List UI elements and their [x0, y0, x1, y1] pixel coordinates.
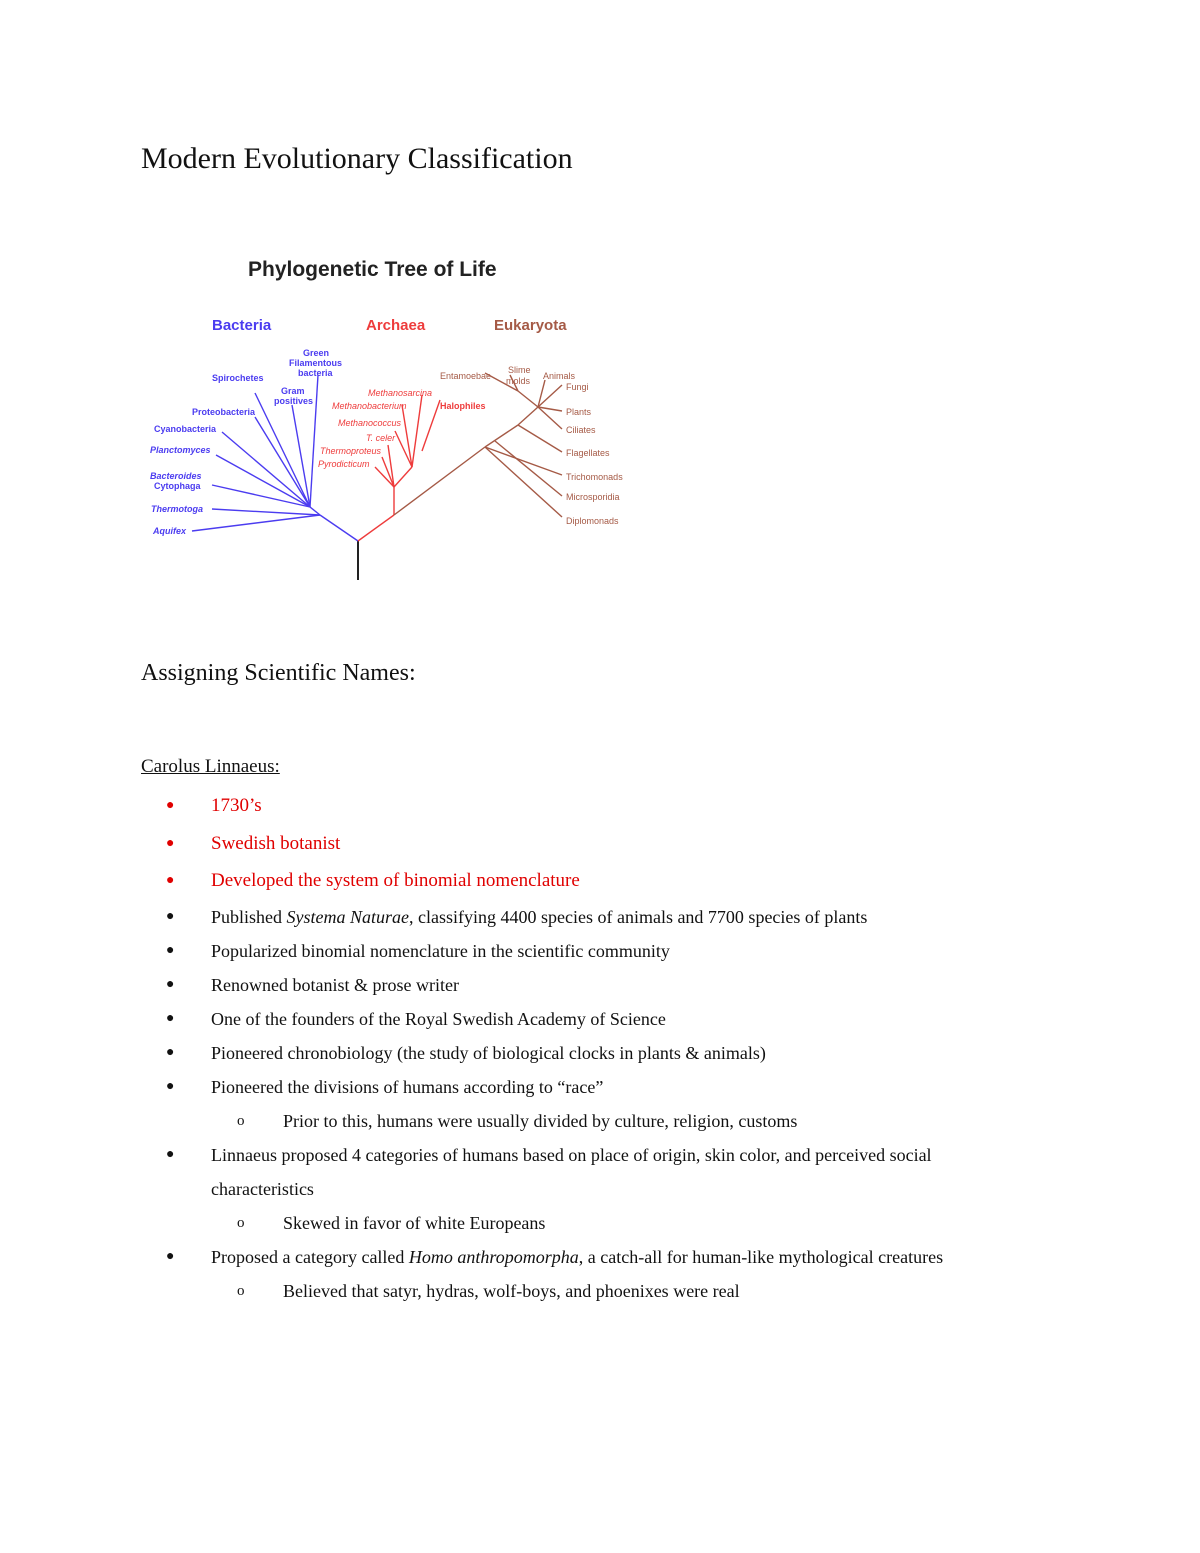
bullet-marker: ● [166, 942, 175, 958]
label-animals: Animals [543, 371, 576, 381]
label-entamoebae: Entamoebae [440, 371, 492, 381]
list-item [0, 1002, 1041, 1036]
bullet-marker: ● [166, 976, 175, 992]
label-gram-positives-1: Gram [281, 386, 305, 396]
item-text: Renowned botanist & prose writer [211, 974, 459, 995]
item-text-line2: characteristics [211, 1178, 314, 1199]
list-item [0, 825, 1041, 863]
item-text: One of the founders of the Royal Swedish Academy of Science [211, 1008, 666, 1029]
label-aquifex: Aquifex [153, 526, 187, 536]
item-text-italic: Systema Naturae [286, 906, 409, 927]
domain-eukaryota: Eukaryota [494, 317, 567, 334]
item-text-line1: Linnaeus proposed 4 categories of humans based on place of origin, skin color, and perceived social [211, 1144, 932, 1165]
label-halophiles: Halophiles [440, 401, 486, 411]
linnaeus-bullet-list [0, 787, 1200, 1308]
bullet-marker: ● [166, 1010, 175, 1026]
label-green-filamentous-2: Filamentous [289, 358, 343, 368]
label-plants: Plants [566, 407, 592, 417]
item-text: 1730’s [211, 795, 262, 816]
list-item [0, 1036, 1041, 1070]
item-text: Pioneered the divisions of humans according to “race” [211, 1076, 604, 1097]
item-text: Believed that satyr, hydras, wolf-boys, and phoenixes were real [283, 1280, 740, 1301]
label-fungi: Fungi [566, 382, 589, 392]
label-thermoproteus: Thermoproteus [320, 446, 382, 456]
item-text: Swedish botanist [211, 832, 341, 854]
list-item [0, 1240, 1041, 1274]
label-ciliates: Ciliates [566, 425, 596, 435]
label-thermotoga: Thermotoga [151, 504, 204, 514]
label-spirochetes: Spirochetes [212, 373, 264, 383]
subheading-linnaeus: Carolus Linnaeus: [141, 756, 280, 777]
list-item [0, 1138, 1041, 1206]
label-proteobacteria: Proteobacteria [192, 407, 256, 417]
domain-bacteria: Bacteria [212, 317, 272, 334]
label-gram-positives-2: positives [274, 396, 314, 406]
page-title: Modern Evolutionary Classification [141, 142, 573, 175]
label-cytophaga: Cytophaga [154, 481, 201, 491]
label-pyrodicticum: Pyrodicticum [318, 459, 370, 469]
label-green-filamentous-3: bacteria [298, 368, 333, 378]
bullet-marker: ● [166, 1078, 175, 1094]
sub-bullet-marker: o [237, 1282, 245, 1299]
bullet-marker: ● [166, 873, 175, 888]
item-text: Pioneered chronobiology (the study of biological clocks in plants & animals) [211, 1042, 766, 1063]
sub-list-item [0, 1206, 1200, 1240]
item-text-pre: Published [211, 906, 287, 927]
bullet-marker: ● [166, 1146, 175, 1162]
item-text-pre: Proposed a category called [211, 1246, 409, 1267]
list-item [0, 787, 1041, 825]
figure-title: Phylogenetic Tree of Life [248, 258, 497, 281]
bullet-marker: ● [166, 908, 175, 924]
item-text-italic: Homo anthropomorpha [408, 1246, 579, 1267]
section-heading: Assigning Scientific Names: [141, 660, 416, 686]
label-cyanobacteria: Cyanobacteria [154, 424, 217, 434]
list-item [0, 900, 1041, 934]
label-trichomonads: Trichomonads [566, 472, 623, 482]
label-planctomyces: Planctomyces [150, 445, 211, 455]
bullet-marker: ● [166, 835, 175, 851]
sub-list-item [0, 1104, 1200, 1138]
sub-bullet-marker: o [237, 1214, 245, 1231]
item-text-post: , a catch-all for human-like mythological creatures [578, 1246, 944, 1267]
list-item [0, 968, 1041, 1002]
bullet-marker: ● [166, 798, 175, 813]
label-methanococcus: Methanococcus [338, 418, 402, 428]
label-methanobacterium: Methanobacterium [332, 401, 407, 411]
item-text: Prior to this, humans were usually divided by culture, religion, customs [283, 1110, 798, 1131]
bullet-marker: ● [166, 1044, 175, 1060]
item-text: Developed the system of binomial nomenclature [211, 870, 580, 891]
phylogenetic-tree-figure [140, 245, 640, 590]
label-flagellates: Flagellates [566, 448, 610, 458]
list-item [0, 1070, 1041, 1104]
label-methanosarcina: Methanosarcina [368, 388, 433, 398]
sub-bullet-marker: o [237, 1112, 245, 1129]
list-item [0, 934, 1041, 968]
label-slime-molds-1: Slime [508, 365, 531, 375]
item-text-post: , classifying 4400 species of animals and 7700 species of plants [409, 906, 868, 927]
label-t-celer: T. celer [366, 433, 396, 443]
bullet-marker: ● [166, 1248, 175, 1264]
label-microsporidia: Microsporidia [566, 492, 620, 502]
sub-list-item [0, 1274, 1200, 1308]
list-item [0, 862, 1041, 900]
label-diplomonads: Diplomonads [566, 516, 619, 526]
label-green-filamentous-1: Green [303, 348, 330, 358]
domain-archaea: Archaea [366, 317, 426, 334]
archaea-branches [358, 395, 440, 541]
item-text: Popularized binomial nomenclature in the scientific community [211, 940, 670, 961]
item-text: Skewed in favor of white Europeans [283, 1212, 546, 1233]
label-bacteroides: Bacteroides [150, 471, 202, 481]
label-slime-molds-2: molds [506, 376, 531, 386]
